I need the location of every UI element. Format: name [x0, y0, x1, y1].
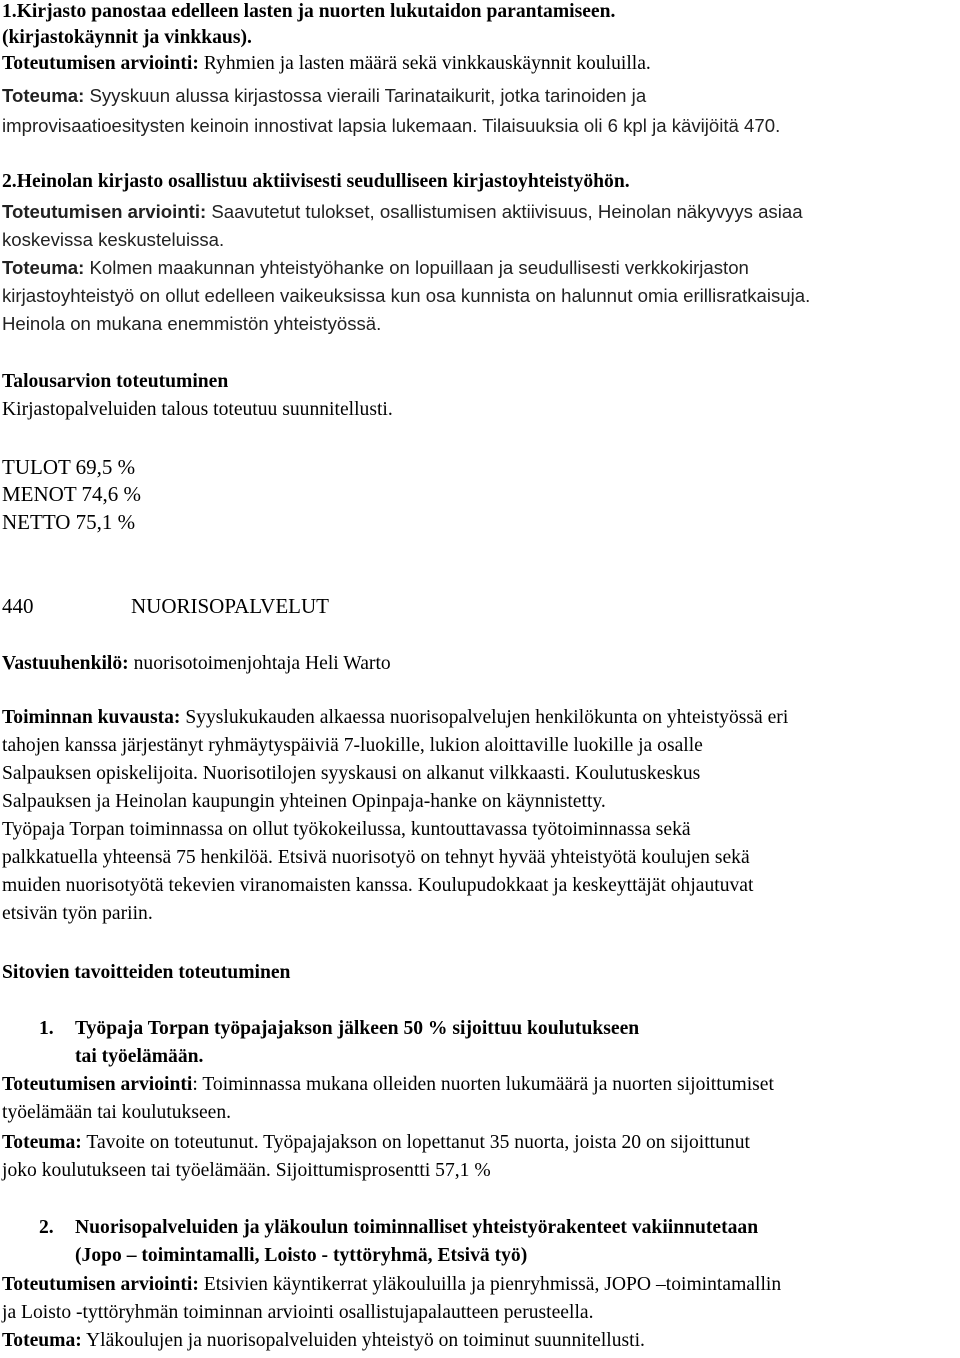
- goal1-number: 1.: [39, 1018, 54, 1039]
- s2-heading: 2.Heinolan kirjasto osallistuu aktiivisesti seudulliseen kirjastoyhteistyöhön.: [2, 171, 630, 192]
- desc-label: Toiminnan kuvausta:: [2, 707, 181, 728]
- eval-label: Toteutumisen arviointi: [2, 1074, 193, 1095]
- budget-text: Kirjastopalveluiden talous toteutuu suunnitellusti.: [2, 399, 393, 420]
- desc-line7: muiden nuorisotyötä tekevien viranomaisten kanssa. Koulupudokkaat ja keskeyttäjät ohjautuvat: [2, 875, 754, 896]
- desc-line6: palkkatuella yhteensä 75 henkilöä. Etsivä nuorisotyö on tehnyt hyvää yhteistyötä koulujen sekä: [2, 847, 750, 868]
- eval-label: Toteutumisen arviointi:: [2, 1274, 199, 1295]
- result-label: Toteuma:: [2, 1132, 82, 1153]
- desc-line1: Toiminnan kuvausta: Syyslukukauden alkaessa nuorisopalvelujen henkilökunta on yhteistyössä eri: [2, 707, 789, 728]
- unit-name: NUORISOPALVELUT: [131, 594, 329, 618]
- s1-result-line1: Toteuma: Syyskuun alussa kirjastossa vieraili Tarinataikurit, jotka tarinoiden ja: [2, 85, 647, 106]
- desc-line2: tahojen kanssa järjestänyt ryhmäytyspäiviä 7-luokille, lukion aloittaville luokille ja osalle: [2, 735, 703, 756]
- desc-line8: etsivän työn pariin.: [2, 903, 153, 924]
- s1-heading-line1: 1.Kirjasto panostaa edelleen lasten ja nuorten lukutaidon parantamiseen.: [2, 1, 616, 22]
- s2-eval-line2: koskevissa keskusteluissa.: [2, 229, 225, 250]
- s2-eval-line1: Toteutumisen arviointi: Saavutetut tulokset, osallistumisen aktiivisuus, Heinolan näkyvyys asiaa: [2, 201, 803, 222]
- goal2-number: 2.: [39, 1217, 54, 1238]
- s2-result-line3: Heinola on mukana enemmistön yhteistyössä.: [2, 313, 382, 334]
- goal2-heading-line2: (Jopo – toimintamalli, Loisto - tyttöryhmä, Etsivä työ): [75, 1245, 528, 1266]
- result-label: Toteuma:: [2, 257, 85, 278]
- budget-net: NETTO 75,1 %: [2, 510, 136, 534]
- s1-eval: Toteutumisen arviointi: Ryhmien ja lasten määrä sekä vinkkauskäynnit kouluilla.: [2, 53, 651, 74]
- result-label: Toteuma:: [2, 1330, 82, 1351]
- goal1-result-line2: joko koulutukseen tai työelämään. Sijoittumisprosentti 57,1 %: [2, 1160, 491, 1181]
- goals-title: Sitovien tavoitteiden toteutuminen: [2, 962, 291, 983]
- goal1-heading-line2: tai työelämään.: [75, 1046, 204, 1067]
- goal2-result: Toteuma: Yläkoulujen ja nuorisopalveluiden yhteistyö on toiminut suunnitellusti.: [2, 1330, 645, 1351]
- eval-label: Toteutumisen arviointi:: [2, 201, 207, 222]
- goal2-heading-line1: Nuorisopalveluiden ja yläkoulun toiminnalliset yhteistyörakenteet vakiinnutetaan: [75, 1217, 759, 1238]
- goal1-eval-line2: työelämään tai koulutukseen.: [2, 1102, 232, 1123]
- desc-line5: Työpaja Torpan toiminnassa on ollut työkokeilussa, kuntouttavassa työtoiminnassa sekä: [2, 819, 691, 840]
- budget-expenses: MENOT 74,6 %: [2, 482, 142, 506]
- s2-result-line1: Toteuma: Kolmen maakunnan yhteistyöhanke on lopuillaan ja seudullisesti verkkokirjaston: [2, 257, 749, 278]
- unit-code: 440: [2, 594, 34, 618]
- result-label: Toteuma:: [2, 85, 85, 106]
- desc-line3: Salpauksen opiskelijoita. Nuorisotilojen syyskausi on alkanut vilkkaasti. Koulutuskeskus: [2, 763, 701, 784]
- goal1-result-line1: Toteuma: Tavoite on toteutunut. Työpajajakson on lopettanut 35 nuorta, joista 20 on sijoittunut: [2, 1132, 750, 1153]
- goal1-eval-line1: Toteutumisen arviointi: Toiminnassa mukana olleiden nuorten lukumäärä ja nuorten sijoittumiset: [2, 1074, 774, 1095]
- eval-label: Toteutumisen arviointi:: [2, 53, 199, 74]
- goal2-eval-line1: Toteutumisen arviointi: Etsivien käyntikerrat yläkouluilla ja pienryhmissä, JOPO –toimintamallin: [2, 1274, 782, 1295]
- desc-line4: Salpauksen ja Heinolan kaupungin yhteinen Opinpaja-hanke on käynnistetty.: [2, 791, 606, 812]
- goal1-heading-line1: Työpaja Torpan työpajajakson jälkeen 50 % sijoittuu koulutukseen: [75, 1018, 640, 1039]
- s1-heading-line2: (kirjastokäynnit ja vinkkaus).: [2, 27, 252, 48]
- responsible-label: Vastuuhenkilö:: [2, 653, 129, 674]
- budget-title: Talousarvion toteutuminen: [2, 371, 229, 392]
- unit-responsible: Vastuuhenkilö: nuorisotoimenjohtaja Heli Warto: [2, 653, 391, 674]
- s2-result-line2: kirjastoyhteistyö on ollut edelleen vaikeuksissa kun osa kunnista on halunnut omia erillisratkaisuja.: [2, 285, 811, 306]
- s1-result-line2: improvisaatioesitysten keinoin innostivat lapsia lukemaan. Tilaisuuksia oli 6 kpl ja kävijöitä 470.: [2, 115, 781, 136]
- budget-income: TULOT 69,5 %: [2, 455, 136, 479]
- goal2-eval-line2: ja Loisto -tyttöryhmän toiminnan arviointi osallistujapalautteen perusteella.: [2, 1302, 594, 1323]
